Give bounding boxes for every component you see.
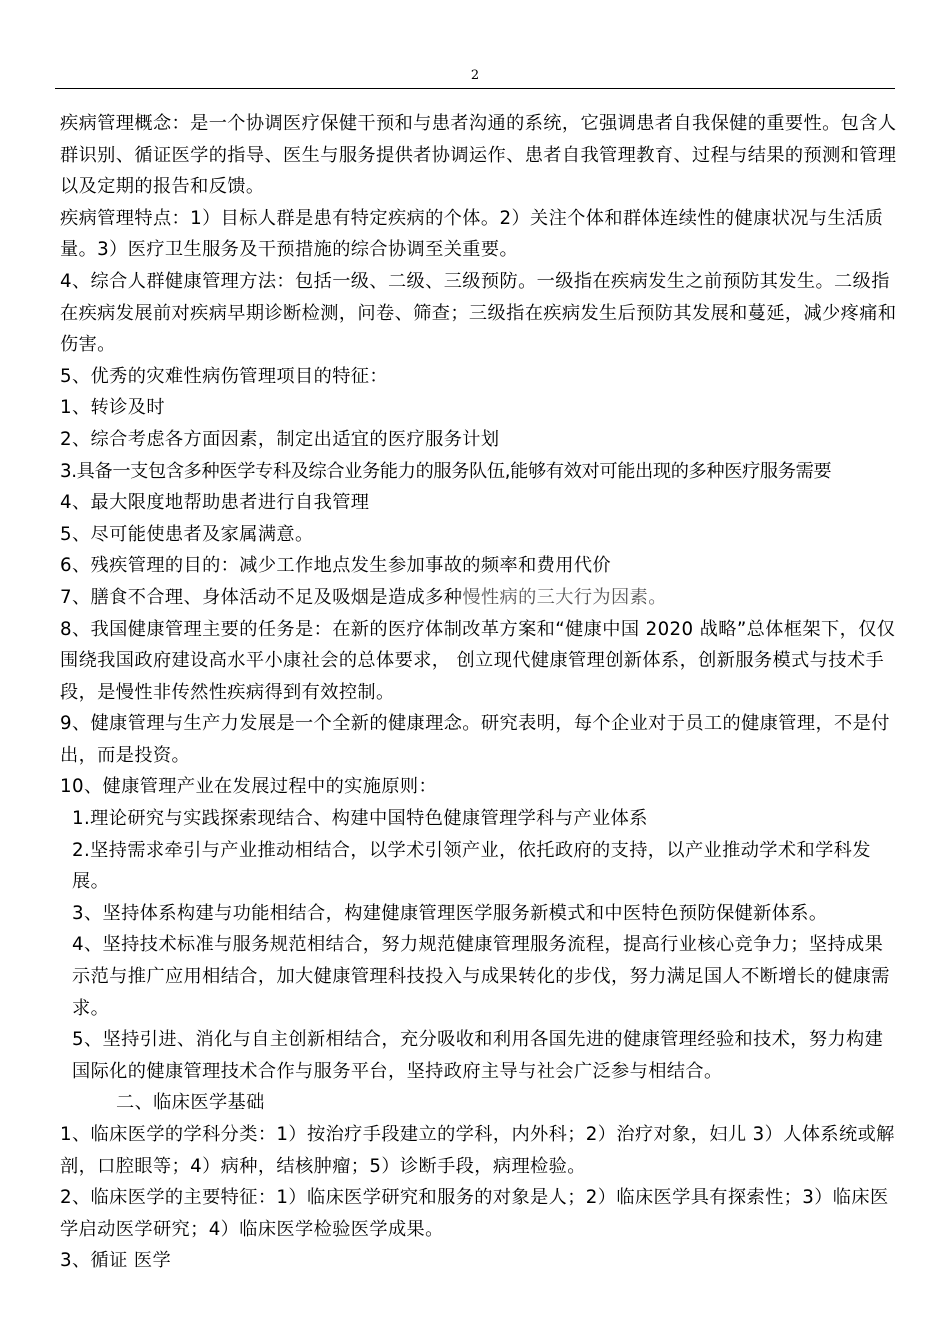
paragraph-evidence-based-medicine: 3、循证 医学	[60, 1250, 172, 1272]
list-item-1-referral: 1、转诊及时	[60, 397, 165, 419]
principle-5: 5、坚持引进、消化与自主创新相结合，充分吸收和利用各国先进的健康管理经验和技术，努力构建国际化的健康管理技术合作与服务平台，坚持政府主导与社会广泛参与相结合。	[72, 1029, 884, 1082]
item-7-text: 7、膳食不合理、身体活动不足及吸烟是造成多种	[60, 586, 463, 608]
paragraph-item-6-disability-management: 6、残疾管理的目的：减少工作地点发生参加事故的频率和费用代价	[60, 555, 612, 577]
paragraph-item-4-population-health: 4、综合人群健康管理方法：包括一级、二级、三级预防。一级指在疾病发生之前预防其发生。二级指在疾病发展前对疾病早期诊断检测，问卷、筛查；三级指在疾病发生后预防其发展和蔓延，减少疼痛和伤害。	[60, 270, 897, 356]
paragraph-item-8-health-management-tasks: 8、我国健康管理主要的任务是：在新的医疗体制改革方案和“健康中国 2020 战略”总体框架下，仅仅围绕我国政府建设高水平小康社会的总体要求， 创立现代健康管理创新体系，创新服务模式与技术手段，是慢性非传然性疾病得到有效控制。	[60, 618, 896, 703]
paragraph-item-9-productivity: 9、健康管理与生产力发展是一个全新的健康理念。研究表明，每个企业对于员工的健康管理，不是付出，而是投资。	[60, 713, 890, 766]
paragraph-item-10-principles: 10、健康管理产业在发展过程中的实施原则：	[60, 776, 438, 798]
principle-2: 2.坚持需求牵引与产业推动相结合，以学术引领产业，依托政府的支持，以产业推动学术和学科发展。	[72, 839, 871, 893]
paragraph-disease-management-concept: 疾病管理概念：是一个协调医疗保健干预和与患者沟通的系统，它强调患者自我保健的重要性。包含人群识别、循证医学的指导、医生与服务提供者协调运作、患者自我管理教育、过程与结果的预测和管理以及定期的报告和反馈。	[60, 113, 897, 198]
list-item-4-self-management: 4、最大限度地帮助患者进行自我管理	[60, 492, 370, 514]
document-body	[60, 108, 898, 1277]
principle-1: 1.理论研究与实践探索现结合、构建中国特色健康管理学科与产业体系	[72, 808, 648, 830]
paragraph-clinical-classification: 1、临床医学的学科分类：1）按治疗手段建立的学科，内外科；2）治疗对象，妇儿 3）人体系统或解剖，口腔眼等；4）病种，结核肿瘤；5）诊断手段，病理检验。	[60, 1124, 895, 1177]
section-heading-clinical-medicine: 二、临床医学基础	[116, 1092, 265, 1114]
item-7-gray-text: 慢性病的三大行为因素。	[462, 586, 667, 608]
paragraph-disease-management-features: 疾病管理特点：1）目标人群是患有特定疾病的个体。2）关注个体和群体连续性的健康状况与生活质量。3）医疗卫生服务及干预措施的综合协调至关重要。	[60, 207, 884, 261]
list-item-5-satisfaction: 5、尽可能使患者及家属满意。	[60, 523, 314, 545]
page-number: 2	[470, 68, 480, 83]
principle-4: 4、坚持技术标准与服务规范相结合，努力规范健康管理服务流程，提高行业核心竞争力；坚持成果示范与推广应用相结合，加大健康管理科技投入与成果转化的步伐，努力满足国人不断增长的健康需求。	[72, 934, 890, 1019]
list-item-3-service-team: 3.具备一支包含多种医学专科及综合业务能力的服务队伍,能够有效对可能出现的多种医疗服务需要	[60, 460, 832, 482]
paragraph-item-5-catastrophic-management: 5、优秀的灾难性病伤管理项目的特征：	[60, 365, 388, 387]
list-item-2-service-plan: 2、综合考虑各方面因素，制定出适宜的医疗服务计划	[60, 428, 500, 450]
paragraph-item-7-chronic-disease	[60, 582, 898, 614]
header-rule	[55, 88, 895, 89]
principle-3: 3、坚持体系构建与功能相结合，构建健康管理医学服务新模式和中医特色预防保健新体系。	[72, 902, 828, 924]
paragraph-clinical-features: 2、临床医学的主要特征：1）临床医学研究和服务的对象是人；2）临床医学具有探索性；3）临床医学启动医学研究；4）临床医学检验医学成果。	[60, 1187, 889, 1240]
